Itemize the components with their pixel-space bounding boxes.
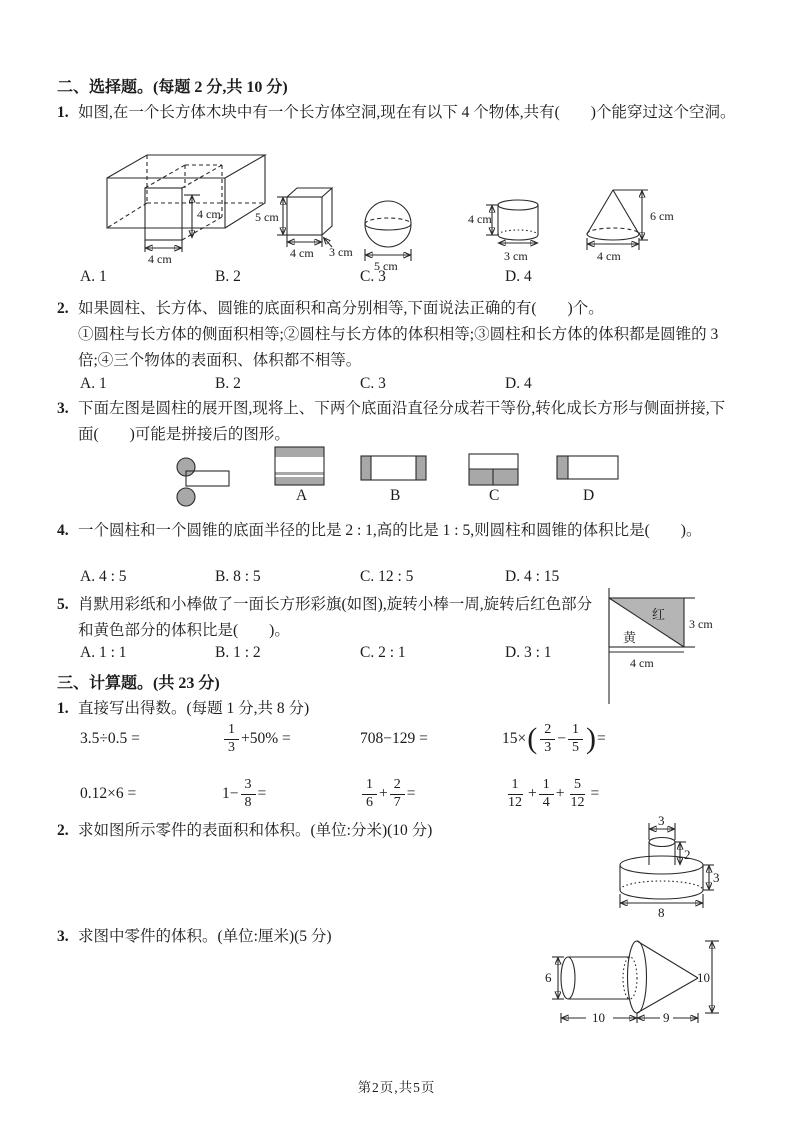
sphere-diameter-label: 5 cm xyxy=(374,259,398,273)
question-4-options xyxy=(80,568,680,590)
calc-question-2 xyxy=(57,818,597,844)
option: A. 1 : 1 xyxy=(80,644,127,661)
option: C. 3 xyxy=(360,375,386,392)
cylinder-height-label: 4 cm xyxy=(468,212,492,226)
calc-question-1-number: 1. xyxy=(57,700,69,717)
figure-option-d xyxy=(556,455,620,483)
option: A. 1 xyxy=(80,375,107,392)
figure-cuboid-small xyxy=(253,184,365,262)
section-2-title: 二、选择题。(每题 2 分,共 10 分) xyxy=(57,79,288,96)
part2-cone-length-label: 9 xyxy=(663,1010,670,1025)
question-3 xyxy=(57,396,737,448)
figure-flag xyxy=(604,586,793,706)
cube-width-label: 4 cm xyxy=(290,246,314,260)
option: B. 2 xyxy=(215,268,241,285)
calc-question-3-text: 求图中零件的体积。(单位:厘米)(5 分) xyxy=(78,928,332,945)
flag-width-label: 4 cm xyxy=(630,656,654,670)
cone-diameter-label: 4 cm xyxy=(597,249,621,263)
calc-expression: 0.12×6 = xyxy=(80,785,137,802)
figure-label-a: A xyxy=(296,487,308,504)
question-3-number: 3. xyxy=(57,400,69,417)
part2-cone-diameter-label: 10 xyxy=(697,970,710,985)
option: C. 2 : 1 xyxy=(360,644,406,661)
calc-expression: $\frac{1}{12}$ + $\frac{1}{4}$ + $\frac{5}{12}$ = xyxy=(508,777,600,810)
option: A. 4 : 5 xyxy=(80,568,127,585)
flag-height-label: 3 cm xyxy=(689,617,713,631)
figure-option-c xyxy=(468,453,520,487)
option: C. 3 xyxy=(360,268,386,285)
calc-expression: $\frac{1}{6}$ + $\frac{2}{7}$ = xyxy=(360,770,416,818)
cone-height-label: 6 cm xyxy=(650,209,674,223)
question-1-options xyxy=(80,268,680,290)
question-5-number: 5. xyxy=(57,596,69,613)
question-1 xyxy=(57,100,737,126)
question-2-stem: 如果圆柱、长方体、圆锥的底面积和高分别相等,下面说法正确的有( )个。 xyxy=(78,300,604,317)
option: D. 4 : 15 xyxy=(505,568,560,585)
question-5-options xyxy=(80,644,680,666)
calc-question-1-text: 直接写出得数。(每题 1 分,共 8 分) xyxy=(78,700,310,717)
part1-body-height-label: 3 xyxy=(713,870,720,885)
figure-cylinder-cone xyxy=(542,933,718,1025)
part1-top-height-label: 2 xyxy=(684,847,691,862)
part1-top-diameter-label: 3 xyxy=(658,813,665,828)
figure-label-c: C xyxy=(489,487,500,504)
calc-expression: 15× ( $\frac{2}{3}$ − $\frac{1}{5}$ ) = xyxy=(502,722,606,755)
calc-expression: $\frac{1}{3}$ +50% = xyxy=(222,715,291,763)
option: D. 4 xyxy=(505,375,532,392)
calc-expression: 3.5÷0.5 = xyxy=(80,730,140,747)
flag-red-label: 红 xyxy=(652,607,666,622)
figure-label-b: B xyxy=(390,487,401,504)
option: D. 3 : 1 xyxy=(505,644,552,661)
option: C. 12 : 5 xyxy=(360,568,414,585)
option: B. 8 : 5 xyxy=(215,568,261,585)
calc-question-3 xyxy=(57,924,597,950)
cube-depth-label: 3 cm xyxy=(329,245,353,259)
figure-part-cylinders xyxy=(614,812,722,920)
question-4-text: 一个圆柱和一个圆锥的底面半径的比是 2 : 1,高的比是 1 : 5,则圆柱和圆锥的体积比是( )。 xyxy=(78,522,702,539)
question-2 xyxy=(57,296,737,374)
figure-label-d: D xyxy=(583,487,595,504)
figure-cone xyxy=(560,182,684,266)
option: D. 4 xyxy=(505,268,532,285)
figure-sphere xyxy=(360,196,440,272)
question-5 xyxy=(57,592,602,644)
calc-expression: 1− $\frac{3}{8}$ = xyxy=(222,777,267,810)
calc-expression: 708−129 = xyxy=(360,730,428,747)
figure-option-a xyxy=(274,446,326,488)
part2-cylinder-diameter-label: 6 xyxy=(545,970,552,985)
calc-question-3-number: 3. xyxy=(57,928,69,945)
option: A. 1 xyxy=(80,268,107,285)
cylinder-diameter-label: 3 cm xyxy=(504,249,528,263)
calc-question-2-number: 2. xyxy=(57,822,69,839)
figure-cylinder xyxy=(468,196,568,270)
part2-cylinder-length-label: 10 xyxy=(592,1010,605,1025)
question-2-statements: ①圆柱与长方体的侧面积相等;②圆柱与长方体的体积相等;③圆柱和长方体的体积都是圆锥的 3 倍;④三个物体的表面积、体积都不相等。 xyxy=(78,326,719,369)
calc-question-2-text: 求如图所示零件的表面积和体积。(单位:分米)(10 分) xyxy=(78,822,433,839)
question-5-text: 肖默用彩纸和小棒做了一面长方形彩旗(如图),旋转小棒一周,旋转后红色部分和黄色部分的体积比是( )。 xyxy=(78,596,593,639)
flag-yellow-label: 黄 xyxy=(623,630,637,645)
question-2-options xyxy=(80,375,680,397)
question-2-number: 2. xyxy=(57,300,69,317)
section-3-title: 三、计算题。(共 23 分) xyxy=(57,675,220,692)
option: B. 2 xyxy=(215,375,241,392)
cube-height-label: 5 cm xyxy=(255,210,279,224)
question-4-number: 4. xyxy=(57,522,69,539)
option: B. 1 : 2 xyxy=(215,644,261,661)
figure-option-b xyxy=(360,455,428,483)
question-4 xyxy=(57,518,737,544)
question-2-text xyxy=(78,296,737,374)
question-1-text: 如图,在一个长方体木块中有一个长方体空洞,现在有以下 4 个物体,共有( )个能穿过这个空洞。 xyxy=(78,104,736,121)
question-3-text: 下面左图是圆柱的展开图,现将上、下两个底面沿直径分成若干等份,转化成长方形与侧面拼接,下面( )可能是拼接后的图形。 xyxy=(78,400,726,443)
figure-cylinder-net xyxy=(172,454,234,510)
part1-body-diameter-label: 8 xyxy=(658,905,665,920)
question-1-number: 1. xyxy=(57,104,69,121)
hole-height-label: 4 cm xyxy=(197,207,221,221)
hole-width-label: 4 cm xyxy=(148,252,172,266)
page-footer: 第2页,共5页 xyxy=(357,1080,436,1095)
